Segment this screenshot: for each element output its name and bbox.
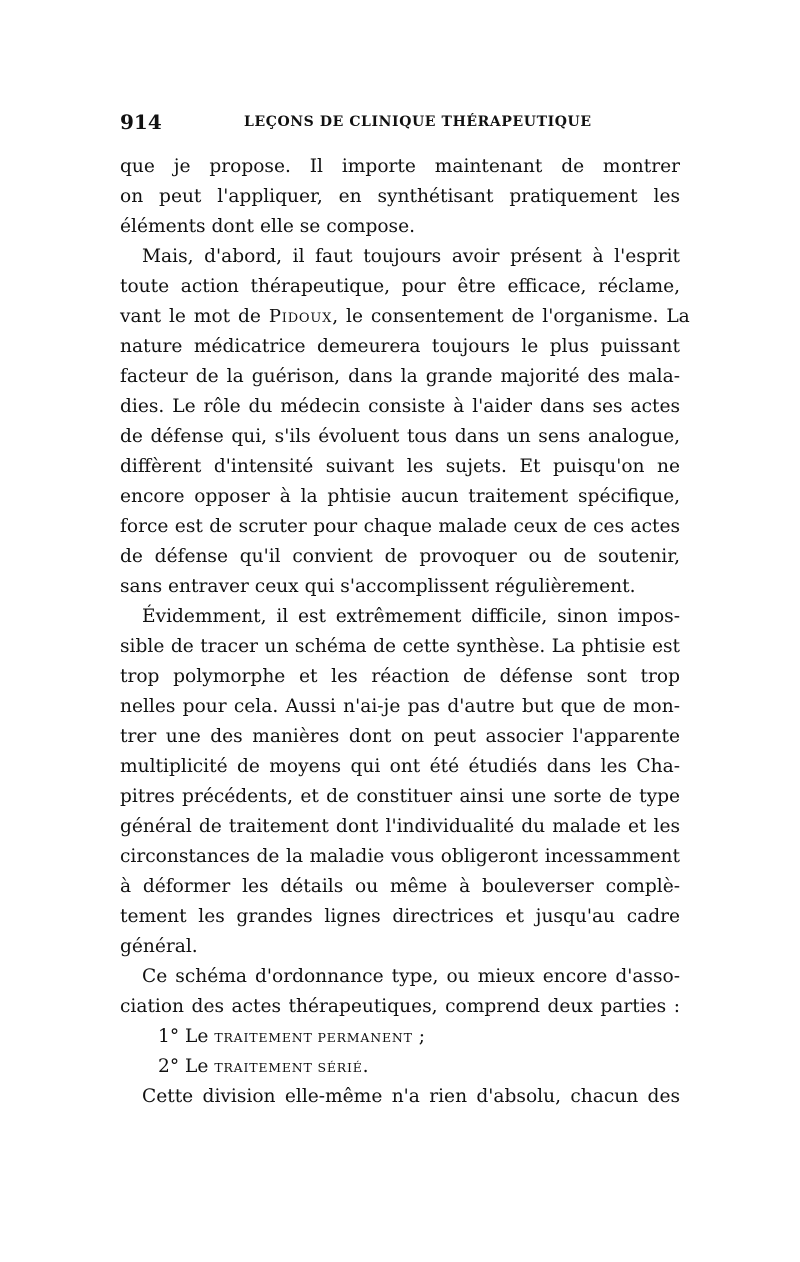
list-item-smallcaps: TRAITEMENT SÉRIÉ [214,1060,363,1075]
page-number: 914 [120,110,162,134]
text-line: pitres précédents, et de constituer ainsi une sorte de type [120,786,680,807]
list-item-number: 2° Le [158,1056,209,1077]
text-line: diffèrent d'intensité suivant les sujets. Et puisqu'on ne [120,456,680,477]
text-line: trop polymorphe et les réaction de défense sont trop [120,666,680,687]
text-line: de défense qu'il convient de provoquer ou de soutenir, [120,546,680,567]
text-line: Cette division elle-même n'a rien d'absolu, chacun des [142,1086,680,1107]
text-line [120,302,690,332]
text-line: tement les grandes lignes directrices et jusqu'au cadre [120,906,680,927]
text-fragment: , le consentement de l'organisme. La [332,306,690,327]
text-line: force est de scruter pour chaque malade ceux de ces actes [120,516,680,537]
text-line: circonstances de la maladie vous obligeront incessamment [120,846,680,867]
text-line: nature médicatrice demeurera toujours le plus puissant [120,336,680,357]
list-item-smallcaps: TRAITEMENT PERMANENT [214,1030,413,1045]
list-item [120,1052,680,1082]
running-title: LEÇONS DE CLINIQUE THÉRAPEUTIQUE [244,114,592,130]
text-line: Ce schéma d'ordonnance type, ou mieux encore d'asso- [142,966,680,987]
text-line: Mais, d'abord, il faut toujours avoir présent à l'esprit [142,246,680,267]
text-line: éléments dont elle se compose. [120,216,416,237]
list-item-punct: . [362,1056,369,1077]
text-line: sible de tracer un schéma de cette synthèse. La phtisie est [120,636,680,657]
text-line: nelles pour cela. Aussi n'ai-je pas d'autre but que de mon- [120,696,680,717]
body-text [120,152,690,1112]
text-line: encore opposer à la phtisie aucun traitement spécifique, [120,486,680,507]
text-line: trer une des manières dont on peut associer l'apparente [120,726,680,747]
list-item-punct: ; [412,1026,425,1047]
text-line: Évidemment, il est extrêmement difficile, sinon impos- [142,606,680,627]
text-line: sans entraver ceux qui s'accomplissent régulièrement. [120,576,636,597]
list-item-number: 1° Le [158,1026,209,1047]
text-line: général. [120,936,198,957]
text-line: ciation des actes thérapeutiques, comprend deux parties : [120,996,680,1017]
text-line: général de traitement dont l'individualité du malade et les [120,816,680,837]
text-line: toute action thérapeutique, pour être efficace, réclame, [120,276,680,297]
text-line: de défense qui, s'ils évoluent tous dans un sens analogue, [120,426,680,447]
text-line: à déformer les détails ou même à bouleverser complè- [120,876,680,897]
text-line: facteur de la guérison, dans la grande majorité des mala- [120,366,680,387]
text-line: que je propose. Il importe maintenant de montrer [120,156,680,177]
running-header [120,110,680,140]
text-fragment: vant le mot de [120,306,261,327]
author-name-smallcaps: Pidoux [268,306,333,327]
text-line: dies. Le rôle du médecin consiste à l'aider dans ses actes [120,396,680,417]
text-line: multiplicité de moyens qui ont été étudiés dans les Cha- [120,756,680,777]
text-line: on peut l'appliquer, en synthétisant pratiquement les [120,186,680,207]
list-item [120,1022,680,1052]
